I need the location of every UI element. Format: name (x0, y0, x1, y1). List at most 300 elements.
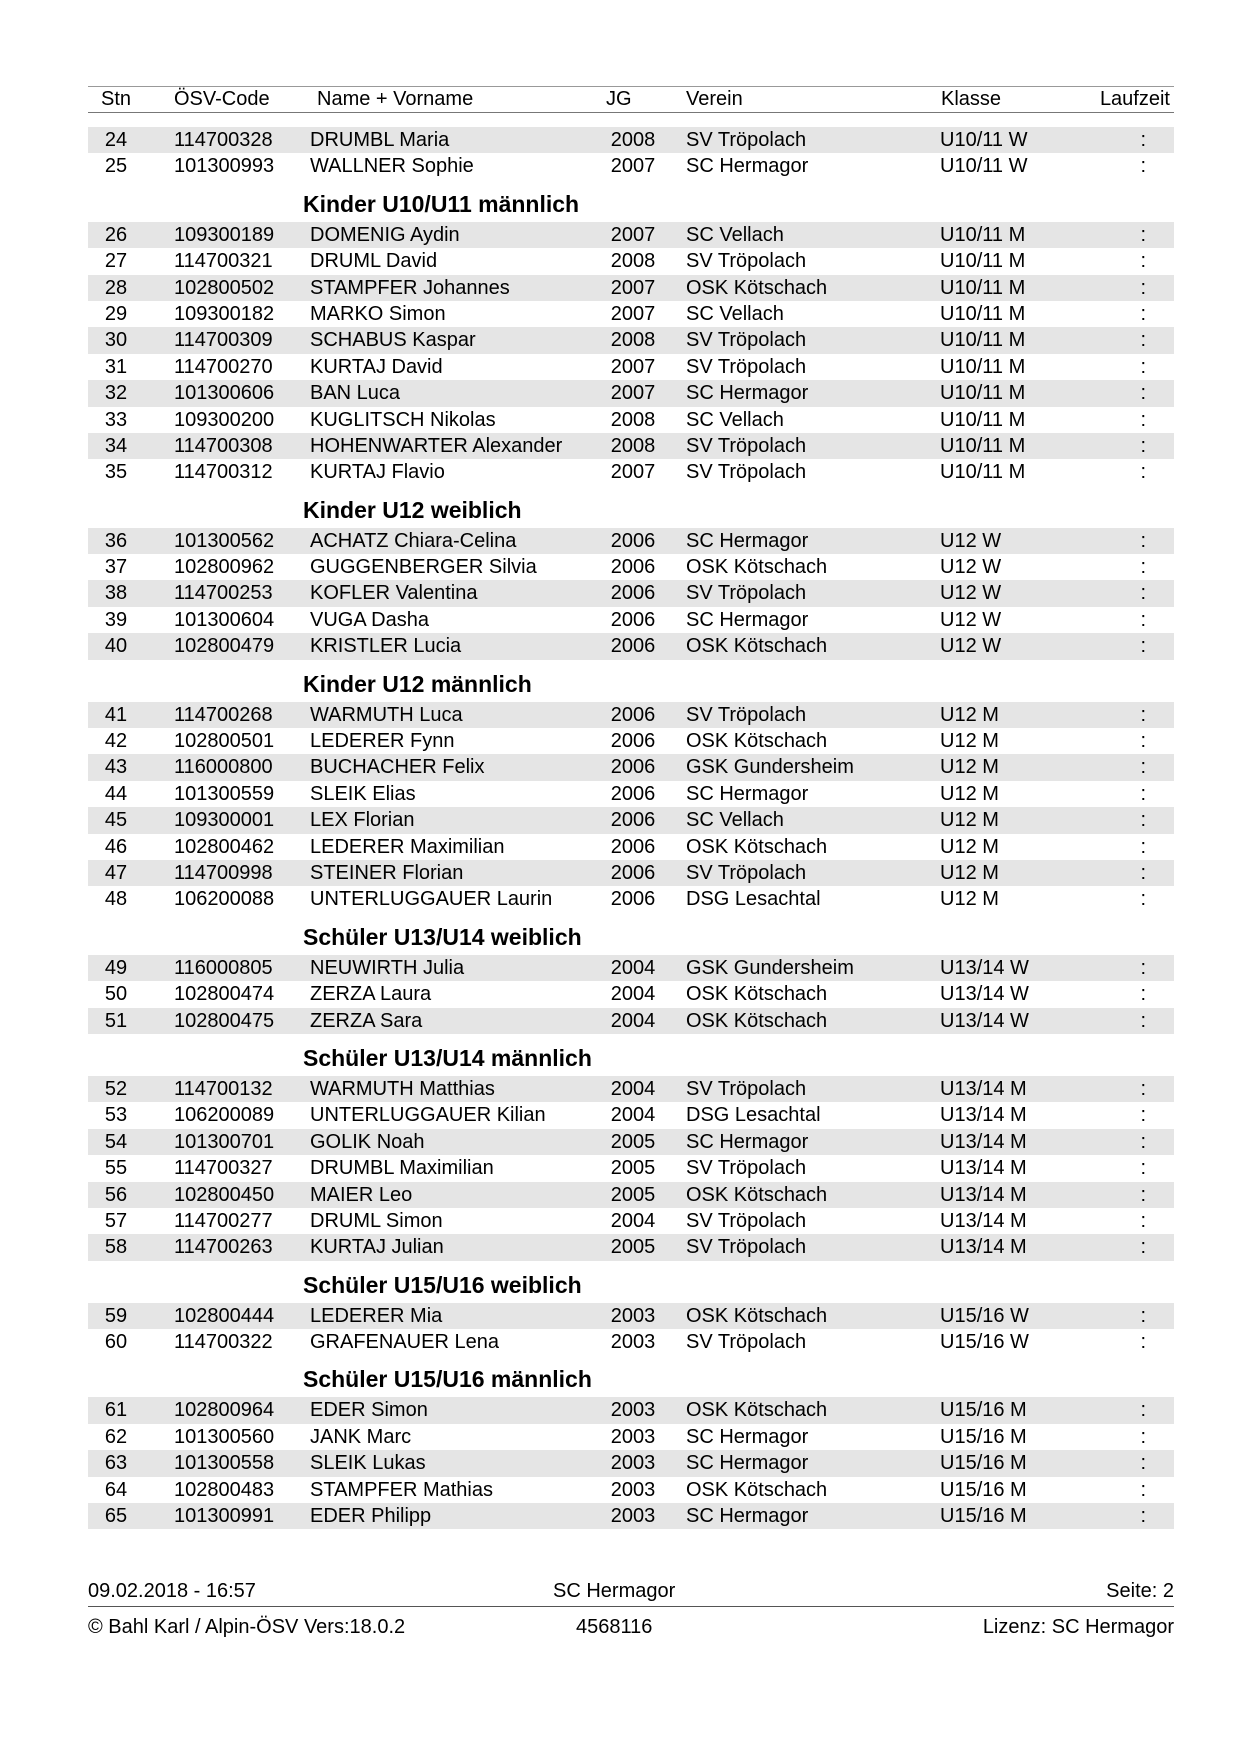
row-stn: 25 (104, 155, 128, 178)
row-code: 101300562 (174, 529, 275, 552)
row-verein: SC Hermagor (686, 155, 809, 178)
row-verein: SV Tröpolach (686, 329, 807, 352)
row-laufzeit: : (1140, 1157, 1146, 1180)
row-stn: 31 (104, 355, 128, 378)
row-klasse: U15/16 M (940, 1505, 1027, 1528)
row-code: 101300701 (174, 1130, 275, 1153)
row-verein: SC Hermagor (686, 529, 809, 552)
row-stn: 65 (104, 1505, 128, 1528)
row-klasse: U12 M (940, 861, 999, 884)
table-row (88, 222, 1174, 248)
row-klasse: U15/16 M (940, 1478, 1027, 1501)
table-row (88, 407, 1174, 433)
row-code: 114700308 (174, 434, 273, 457)
row-laufzeit: : (1140, 582, 1146, 605)
row-code: 114700309 (174, 329, 273, 352)
table-row (88, 1397, 1174, 1423)
row-name: JANK Marc (310, 1425, 412, 1448)
row-klasse: U10/11 M (940, 461, 1026, 484)
table-row (88, 153, 1174, 179)
footer-copyright: © Bahl Karl / Alpin-ÖSV Vers:18.0.2 (88, 1616, 406, 1638)
row-code: 101300558 (174, 1452, 275, 1475)
row-code: 106200089 (174, 1104, 275, 1127)
row-jg: 2006 (610, 861, 656, 884)
row-name: GUGGENBERGER Silvia (310, 556, 537, 579)
row-stn: 27 (104, 250, 128, 273)
row-name: WALLNER Sophie (310, 155, 474, 178)
row-verein: SC Vellach (686, 408, 784, 431)
row-verein: SV Tröpolach (686, 461, 807, 484)
row-klasse: U12 M (940, 756, 999, 779)
row-name: KURTAJ Flavio (310, 461, 445, 484)
row-code: 106200088 (174, 888, 275, 911)
row-code: 109300001 (174, 809, 275, 832)
row-stn: 28 (104, 276, 128, 299)
row-laufzeit: : (1140, 1077, 1146, 1100)
row-jg: 2007 (610, 302, 656, 325)
row-jg: 2004 (610, 1009, 656, 1032)
table-row (88, 1450, 1174, 1476)
row-verein: SV Tröpolach (686, 129, 807, 151)
row-stn: 58 (104, 1236, 128, 1259)
row-jg: 2007 (610, 382, 656, 405)
table-row (88, 834, 1174, 860)
row-stn: 30 (104, 329, 128, 352)
row-name: DRUMBL Maria (310, 129, 450, 151)
row-laufzeit: : (1140, 1009, 1146, 1032)
row-verein: SV Tröpolach (686, 703, 807, 726)
row-verein: SC Hermagor (686, 608, 809, 631)
table-row (88, 1008, 1174, 1034)
header-code: ÖSV-Code (174, 88, 270, 110)
row-stn: 61 (104, 1399, 128, 1422)
row-verein: OSK Kötschach (686, 556, 828, 579)
row-verein: OSK Kötschach (686, 1478, 828, 1501)
row-name: ZERZA Sara (310, 1009, 423, 1032)
row-code: 102800962 (174, 556, 275, 579)
row-verein: OSK Kötschach (686, 276, 828, 299)
row-code: 101300993 (174, 155, 275, 178)
row-stn: 46 (104, 835, 128, 858)
row-verein: SV Tröpolach (686, 355, 807, 378)
row-klasse: U10/11 W (940, 129, 1028, 151)
row-code: 101300606 (174, 382, 275, 405)
row-jg: 2003 (610, 1331, 656, 1354)
table-row (88, 1076, 1174, 1102)
row-laufzeit: : (1140, 1104, 1146, 1127)
row-code: 109300200 (174, 408, 275, 431)
table-row (88, 1303, 1174, 1329)
table-row (88, 380, 1174, 406)
row-name: LEDERER Mia (310, 1304, 443, 1327)
row-laufzeit: : (1140, 956, 1146, 979)
row-klasse: U15/16 M (940, 1399, 1027, 1422)
row-jg: 2006 (610, 730, 656, 753)
row-laufzeit: : (1140, 888, 1146, 911)
row-name: GRAFENAUER Lena (310, 1331, 499, 1354)
row-verein: OSK Kötschach (686, 1399, 828, 1422)
row-verein: SC Vellach (686, 302, 784, 325)
row-jg: 2008 (610, 329, 656, 352)
row-stn: 60 (104, 1331, 128, 1354)
row-laufzeit: : (1140, 1505, 1146, 1528)
row-jg: 2004 (610, 983, 656, 1006)
row-verein: SC Hermagor (686, 382, 809, 405)
row-klasse: U13/14 M (940, 1077, 1027, 1100)
row-jg: 2006 (610, 635, 656, 658)
row-laufzeit: : (1140, 329, 1146, 352)
row-verein: GSK Gundersheim (686, 956, 854, 979)
row-code: 114700322 (174, 1331, 273, 1354)
row-name: ACHATZ Chiara-Celina (310, 529, 517, 552)
table-row (88, 754, 1174, 780)
row-klasse: U12 W (940, 635, 1002, 658)
table-row (88, 354, 1174, 380)
row-klasse: U12 M (940, 782, 999, 805)
row-jg: 2003 (610, 1478, 656, 1501)
row-code: 102800444 (174, 1304, 275, 1327)
table-row (88, 433, 1174, 459)
group-heading (88, 486, 1174, 528)
row-laufzeit: : (1140, 355, 1146, 378)
row-laufzeit: : (1140, 461, 1146, 484)
row-stn: 37 (104, 556, 128, 579)
row-jg: 2008 (610, 434, 656, 457)
row-verein: SV Tröpolach (686, 434, 807, 457)
row-jg: 2004 (610, 956, 656, 979)
row-code: 114700268 (174, 703, 273, 726)
row-stn: 32 (104, 382, 128, 405)
row-klasse: U13/14 M (940, 1130, 1027, 1153)
row-code: 102800475 (174, 1009, 275, 1032)
row-name: STAMPFER Johannes (310, 276, 510, 299)
row-jg: 2006 (610, 756, 656, 779)
row-name: ZERZA Laura (310, 983, 432, 1006)
table-row (88, 301, 1174, 327)
table-row (88, 248, 1174, 274)
table-row (88, 275, 1174, 301)
row-name: EDER Simon (310, 1399, 428, 1422)
row-laufzeit: : (1140, 529, 1146, 552)
header-jg: JG (606, 88, 632, 110)
row-name: KRISTLER Lucia (310, 635, 462, 658)
row-verein: GSK Gundersheim (686, 756, 854, 779)
row-name: DRUMBL Maximilian (310, 1157, 494, 1180)
header-stn: Stn (100, 88, 132, 110)
row-code: 114700253 (174, 582, 273, 605)
row-name: NEUWIRTH Julia (310, 956, 465, 979)
table-body (88, 127, 1174, 1529)
row-klasse: U15/16 W (940, 1331, 1029, 1354)
row-laufzeit: : (1140, 556, 1146, 579)
row-jg: 2005 (610, 1157, 656, 1180)
row-code: 114700328 (174, 129, 273, 151)
table-row (88, 1424, 1174, 1450)
row-jg: 2006 (610, 582, 656, 605)
row-name: HOHENWARTER Alexander (310, 434, 563, 457)
row-code: 114700132 (174, 1077, 273, 1100)
row-jg: 2007 (610, 223, 656, 246)
row-laufzeit: : (1140, 408, 1146, 431)
row-laufzeit: : (1140, 809, 1146, 832)
footer-number: 4568116 (576, 1616, 653, 1638)
row-klasse: U10/11 M (940, 276, 1026, 299)
row-laufzeit: : (1140, 276, 1146, 299)
row-stn: 44 (104, 782, 128, 805)
table-row (88, 955, 1174, 981)
row-stn: 64 (104, 1478, 128, 1501)
row-stn: 38 (104, 582, 128, 605)
row-verein: SC Hermagor (686, 1505, 809, 1528)
row-stn: 55 (104, 1157, 128, 1180)
row-stn: 54 (104, 1130, 128, 1153)
row-name: KOFLER Valentina (310, 582, 478, 605)
group-heading (88, 1261, 1174, 1303)
row-verein: SC Hermagor (686, 1130, 809, 1153)
row-code: 116000800 (174, 756, 273, 779)
row-verein: SV Tröpolach (686, 1209, 807, 1232)
row-code: 101300991 (174, 1505, 275, 1528)
row-verein: SC Vellach (686, 809, 784, 832)
header-klasse: Klasse (941, 88, 1002, 110)
group-heading (88, 1034, 1174, 1076)
row-laufzeit: : (1140, 223, 1146, 246)
table-row (88, 554, 1174, 580)
row-klasse: U12 W (940, 556, 1002, 579)
row-stn: 40 (104, 635, 128, 658)
row-laufzeit: : (1140, 1183, 1146, 1206)
row-stn: 34 (104, 434, 128, 457)
row-verein: SV Tröpolach (686, 1077, 807, 1100)
row-stn: 43 (104, 756, 128, 779)
header-name: Name + Vorname (317, 88, 474, 110)
row-name: LEX Florian (310, 809, 415, 832)
row-klasse: U13/14 M (940, 1157, 1027, 1180)
row-jg: 2007 (610, 355, 656, 378)
row-code: 102800964 (174, 1399, 275, 1422)
table-row (88, 459, 1174, 485)
row-jg: 2008 (610, 250, 656, 273)
row-verein: SC Hermagor (686, 782, 809, 805)
table-row (88, 860, 1174, 886)
row-name: LEDERER Fynn (310, 730, 455, 753)
row-klasse: U13/14 M (940, 1209, 1027, 1232)
row-klasse: U12 M (940, 730, 999, 753)
row-klasse: U12 M (940, 835, 999, 858)
row-laufzeit: : (1140, 635, 1146, 658)
row-klasse: U15/16 M (940, 1452, 1027, 1475)
row-stn: 48 (104, 888, 128, 911)
row-stn: 47 (104, 861, 128, 884)
row-klasse: U10/11 M (940, 382, 1026, 405)
table-row (88, 1477, 1174, 1503)
row-klasse: U12 M (940, 809, 999, 832)
row-name: BAN Luca (310, 382, 401, 405)
row-name: SLEIK Elias (310, 782, 416, 805)
start-list-table (88, 86, 1174, 1529)
row-verein: SC Vellach (686, 223, 784, 246)
row-verein: SV Tröpolach (686, 1236, 807, 1259)
table-row (88, 580, 1174, 606)
row-name: LEDERER Maximilian (310, 835, 505, 858)
row-klasse: U15/16 W (940, 1304, 1029, 1327)
table-row (88, 327, 1174, 353)
group-title: Kinder U12 weiblich (303, 496, 522, 523)
row-klasse: U10/11 M (940, 408, 1026, 431)
row-laufzeit: : (1140, 155, 1146, 178)
header-verein: Verein (686, 88, 743, 110)
row-klasse: U12 W (940, 608, 1002, 631)
row-stn: 41 (104, 703, 128, 726)
row-name: DRUML Simon (310, 1209, 443, 1232)
row-klasse: U13/14 W (940, 983, 1029, 1006)
row-name: DRUML David (310, 250, 438, 273)
row-stn: 57 (104, 1209, 128, 1232)
table-row (88, 528, 1174, 554)
row-jg: 2004 (610, 1104, 656, 1127)
table-row (88, 728, 1174, 754)
row-jg: 2003 (610, 1399, 656, 1422)
row-stn: 36 (104, 529, 128, 552)
row-name: KURTAJ David (310, 355, 443, 378)
row-laufzeit: : (1140, 608, 1146, 631)
footer-club: SC Hermagor (553, 1580, 676, 1602)
row-jg: 2003 (610, 1452, 656, 1475)
row-name: KURTAJ Julian (310, 1236, 444, 1259)
table-header (88, 86, 1174, 113)
group-title: Schüler U15/U16 männlich (303, 1366, 592, 1393)
row-klasse: U13/14 M (940, 1236, 1027, 1259)
row-code: 102800450 (174, 1183, 275, 1206)
row-laufzeit: : (1140, 1452, 1146, 1475)
row-stn: 45 (104, 809, 128, 832)
table-row (88, 127, 1174, 153)
row-laufzeit: : (1140, 1304, 1146, 1327)
row-laufzeit: : (1140, 861, 1146, 884)
row-stn: 63 (104, 1452, 128, 1475)
group-heading (88, 1355, 1174, 1397)
row-verein: SV Tröpolach (686, 1331, 807, 1354)
row-verein: SC Hermagor (686, 1425, 809, 1448)
table-row (88, 1182, 1174, 1208)
row-code: 114700327 (174, 1157, 273, 1180)
row-klasse: U12 W (940, 582, 1002, 605)
row-laufzeit: : (1140, 703, 1146, 726)
row-jg: 2006 (610, 556, 656, 579)
table-row (88, 1155, 1174, 1181)
row-stn: 33 (104, 408, 128, 431)
row-klasse: U12 M (940, 703, 999, 726)
table-row (88, 633, 1174, 659)
row-stn: 51 (104, 1009, 128, 1032)
row-code: 114700263 (174, 1236, 273, 1259)
row-stn: 42 (104, 730, 128, 753)
row-name: VUGA Dasha (310, 608, 429, 631)
row-code: 114700321 (174, 250, 273, 273)
row-klasse: U13/14 M (940, 1183, 1027, 1206)
row-jg: 2004 (610, 1077, 656, 1100)
row-code: 102800501 (174, 730, 275, 753)
row-verein: OSK Kötschach (686, 1304, 828, 1327)
row-stn: 62 (104, 1425, 128, 1448)
row-stn: 35 (104, 461, 128, 484)
group-title: Schüler U13/U14 weiblich (303, 923, 582, 950)
row-jg: 2006 (610, 888, 656, 911)
row-laufzeit: : (1140, 782, 1146, 805)
row-code: 102800462 (174, 835, 275, 858)
row-verein: SV Tröpolach (686, 1157, 807, 1180)
row-laufzeit: : (1140, 1130, 1146, 1153)
row-klasse: U13/14 W (940, 956, 1029, 979)
row-verein: DSG Lesachtal (686, 888, 821, 911)
group-heading (88, 660, 1174, 702)
header-top-rule (88, 86, 1174, 87)
row-laufzeit: : (1140, 1478, 1146, 1501)
footer-line-1 (88, 1580, 1174, 1607)
row-stn: 56 (104, 1183, 128, 1206)
row-code: 109300182 (174, 302, 275, 325)
row-code: 102800502 (174, 276, 275, 299)
row-jg: 2005 (610, 1130, 656, 1153)
row-stn: 26 (104, 223, 128, 246)
row-name: MAIER Leo (310, 1183, 413, 1206)
row-jg: 2007 (610, 276, 656, 299)
row-name: WARMUTH Luca (310, 703, 463, 726)
row-name: MARKO Simon (310, 302, 446, 325)
row-laufzeit: : (1140, 1236, 1146, 1259)
row-jg: 2006 (610, 529, 656, 552)
row-jg: 2003 (610, 1304, 656, 1327)
table-row (88, 981, 1174, 1007)
row-klasse: U10/11 M (940, 329, 1026, 352)
row-klasse: U15/16 M (940, 1425, 1027, 1448)
row-verein: OSK Kötschach (686, 983, 828, 1006)
group-title: Kinder U12 männlich (303, 670, 532, 697)
row-klasse: U10/11 M (940, 302, 1026, 325)
row-stn: 50 (104, 983, 128, 1006)
header-laufzeit: Laufzeit (1099, 88, 1170, 110)
row-jg: 2006 (610, 608, 656, 631)
row-code: 102800474 (174, 983, 275, 1006)
group-title: Schüler U13/U14 männlich (303, 1044, 592, 1071)
row-jg: 2006 (610, 835, 656, 858)
row-verein: OSK Kötschach (686, 635, 828, 658)
row-name: SLEIK Lukas (310, 1452, 426, 1475)
row-laufzeit: : (1140, 835, 1146, 858)
row-klasse: U13/14 M (940, 1104, 1027, 1127)
row-jg: 2003 (610, 1425, 656, 1448)
row-jg: 2004 (610, 1209, 656, 1232)
group-heading (88, 913, 1174, 955)
row-verein: SV Tröpolach (686, 582, 807, 605)
table-row (88, 1503, 1174, 1529)
row-jg: 2008 (610, 408, 656, 431)
row-jg: 2006 (610, 782, 656, 805)
table-row (88, 1129, 1174, 1155)
row-klasse: U13/14 W (940, 1009, 1029, 1032)
row-stn: 49 (104, 956, 128, 979)
row-jg: 2005 (610, 1236, 656, 1259)
row-code: 114700998 (174, 861, 273, 884)
row-name: WARMUTH Matthias (310, 1077, 495, 1100)
table-row (88, 702, 1174, 728)
row-klasse: U12 M (940, 888, 999, 911)
footer-page: Seite: 2 (1106, 1580, 1174, 1602)
row-name: UNTERLUGGAUER Laurin (310, 888, 553, 911)
table-row (88, 886, 1174, 912)
footer-datetime: 09.02.2018 - 16:57 (88, 1580, 256, 1602)
row-jg: 2007 (610, 461, 656, 484)
